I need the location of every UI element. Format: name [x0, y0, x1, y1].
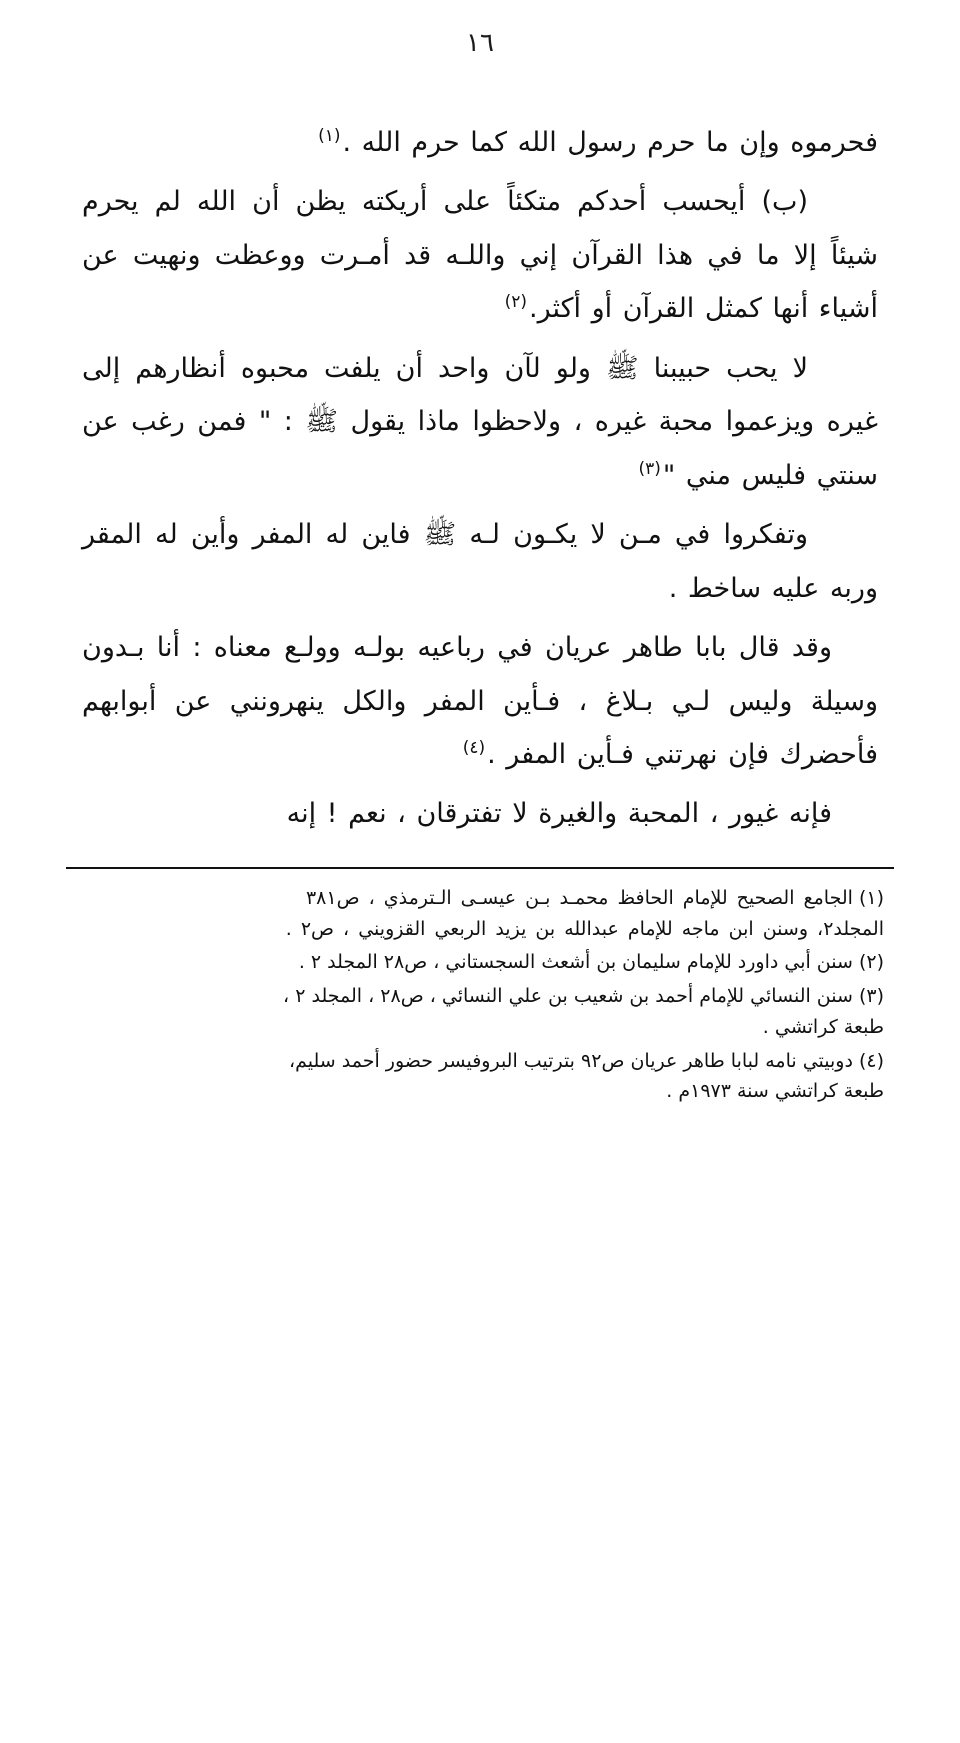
- paragraph-5-text: وقد قال بابا طاهر عريان في رباعيه بولـه وولـع معناه : أنا بـدون وسيلة وليس لـي بـلاغ ، فـأين المفر والكل ينهرونني عن أبوابهم فأحضرك فإن نهرتني فـأين المفر .: [82, 632, 878, 770]
- paragraph-4-text: وتفكروا في مـن لا يكـون لـه ﷺ فاين له المفر وأين له المقر وربه عليه ساخط .: [82, 519, 878, 604]
- footnote-1: [70, 883, 884, 945]
- footnote-3-continuation: طبعة كراتشي .: [762, 1015, 884, 1038]
- body-text: [60, 116, 900, 841]
- footnote-2-text: سنن أبي داورد للإمام سليمان بن أشعث السجستاني ، ص٢٨ المجلد ٢ .: [298, 951, 853, 974]
- footnotes-block: [60, 883, 900, 1107]
- footnote-marker-4: (٤): [462, 737, 486, 758]
- paragraph-2-text: (ب) أيحسب أحدكم متكئاً على أريكته يظن أن الله لم يحرم شيئاً إلا ما في هذا القرآن إني واللـه قد أمـرت ووعظت ونهيت عن أشياء أنها كمثل القرآن أو أكثر.: [82, 186, 878, 325]
- footnote-1-continuation: المجلد٢، وسنن ابن ماجه للإمام عبدالله بن يزيد الربعي القزويني ، ص٢ .: [285, 917, 884, 940]
- paragraph-6: [82, 787, 878, 840]
- paragraph-5: [82, 621, 878, 781]
- footnote-1-text: الجامع الصحيح للإمام الحافظ محمـد بـن عيسـى الـترمذي ، ص٣٨١: [305, 886, 853, 909]
- paragraph-2: [82, 175, 878, 335]
- footnote-marker-1: (١): [318, 126, 341, 146]
- paragraph-3-text: لا يحب حبيبنا ﷺ ولو لآن واحد أن يلفت محبوه أنظارهم إلى غيره ويزعموا محبة غيره ، ولاحظوا ماذا يقول ﷺ : " فمن رغب عن سنتي فليس مني ": [82, 352, 878, 491]
- footnote-2-number: (٢): [858, 951, 884, 974]
- page-number: ١٦: [466, 28, 494, 58]
- footnote-marker-2: (٢): [504, 292, 527, 313]
- footnote-4: [70, 1046, 884, 1108]
- paragraph-1-text: فحرموه وإن ما حرم رسول الله كما حرم الله .: [342, 127, 878, 158]
- footnote-3: [70, 981, 884, 1043]
- paragraph-3: [82, 342, 878, 502]
- footnote-1-number: (١): [858, 886, 884, 909]
- footnote-2: [70, 947, 884, 978]
- footnote-4-continuation: طبعة كراتشي سنة ١٩٧٣م .: [666, 1080, 884, 1103]
- paragraph-6-text: فإنه غيور ، المحبة والغيرة لا تفترقان ، نعم ! إنه: [286, 798, 832, 830]
- footnote-separator: [66, 867, 894, 869]
- footnote-4-number: (٤): [858, 1049, 884, 1072]
- paragraph-4: [82, 508, 878, 615]
- footnote-4-text: دوبيتي نامه لبابا طاهر عريان ص٩٢ بترتيب البروفيسر حضور أحمد سليم،: [289, 1049, 853, 1072]
- footnote-3-text: سنن النسائي للإمام أحمد بن شعيب بن علي النسائي ، ص٢٨ ، المجلد ٢ ،: [283, 985, 853, 1008]
- footnote-marker-3: (٣): [638, 458, 661, 479]
- paragraph-1: [82, 116, 878, 169]
- footnote-3-number: (٣): [858, 985, 884, 1008]
